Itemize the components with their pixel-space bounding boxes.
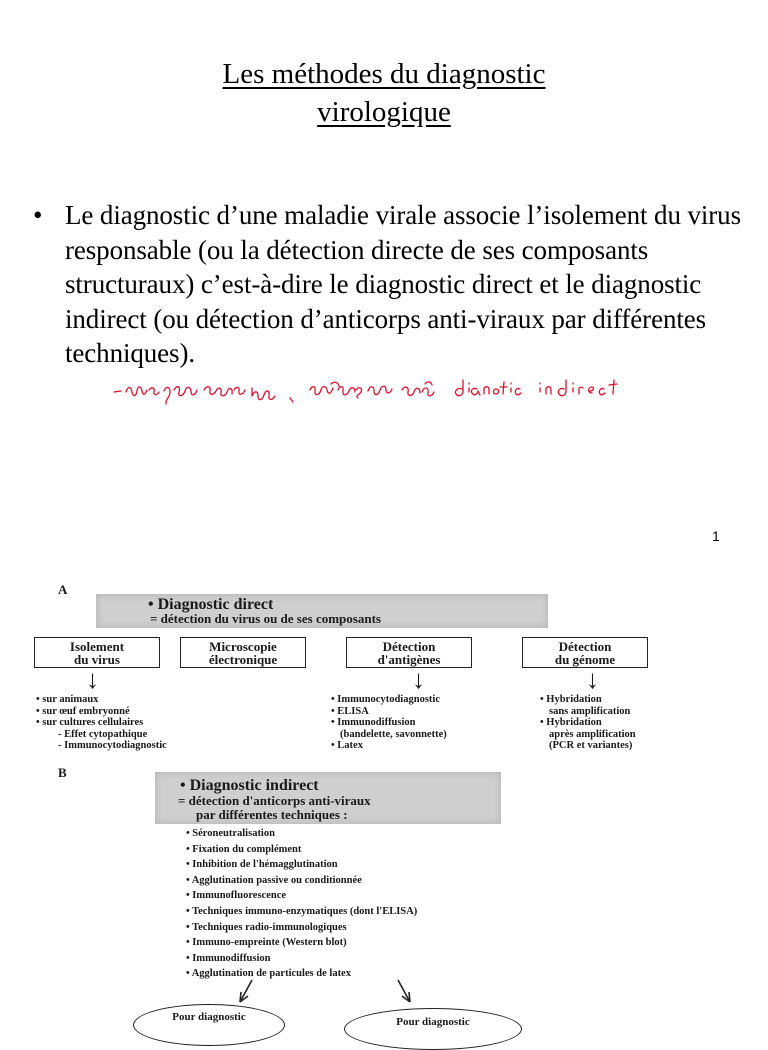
list-item: - Immunocytodiagnostic	[58, 740, 167, 751]
list-item: - Effet cytopathique	[58, 728, 148, 740]
outcome-right-ellipse	[344, 1008, 522, 1050]
scanned-diagram	[0, 572, 768, 1028]
box-genome-line1: Détection	[558, 638, 612, 654]
section-a-letter: A	[58, 582, 68, 597]
list-techniques	[186, 826, 417, 982]
list-item: • Agglutination de particules de latex	[186, 968, 351, 980]
outcome-left-label: Pour diagnostic	[172, 1011, 246, 1023]
list-item: • Agglutination passive ou conditionnée	[186, 874, 362, 886]
box-antigenes	[346, 637, 472, 668]
box-isolement	[34, 637, 160, 668]
list-item: • Immunofluorescence	[186, 890, 287, 902]
list-antigenes	[331, 694, 447, 752]
list-item: • Hybridation	[540, 694, 602, 705]
direct-subtitle: = détection du virus ou de ses composants	[150, 611, 381, 626]
direct-title: • Diagnostic direct	[148, 596, 274, 613]
list-item: • Latex	[331, 740, 363, 751]
box-genome-line2: du génome	[554, 651, 616, 667]
list-item: • Immunocytodiagnostic	[331, 694, 440, 705]
list-item: (PCR et variantes)	[549, 740, 633, 751]
indirect-title: • Diagnostic indirect	[180, 777, 319, 794]
bullet-paragraph	[33, 198, 763, 371]
slide-title	[0, 55, 768, 131]
list-genome	[540, 694, 636, 752]
paragraph-text: Le diagnostic d’une maladie virale associe l’isolement du virus responsable (ou la détection directe de ses composants structuraux) c’est-à-dire le diagnostic direct et le diagnostic indirect (ou détection d’anticorps anti-viraux par différentes techniques).	[65, 200, 741, 368]
list-item: • Techniques immuno-enzymatiques (dont l'ELISA)	[186, 905, 418, 917]
list-item: • Immunodiffusion	[186, 952, 271, 964]
list-item: • Immuno-empreinte (Western blot)	[186, 937, 347, 949]
list-item: • Hybridation	[540, 717, 602, 728]
outcome-right-label: Pour diagnostic	[396, 1016, 470, 1028]
box-genome	[522, 637, 648, 668]
list-item: • Techniques radio-immunologiques	[186, 921, 347, 933]
list-item: • sur animaux	[36, 694, 99, 705]
box-antigenes-line1: Détection	[382, 638, 436, 654]
list-item: (bandelette, savonnette)	[340, 728, 447, 740]
outcome-left-ellipse	[133, 1004, 285, 1046]
list-item: • ELISA	[331, 705, 369, 717]
box-microscopie	[180, 637, 306, 668]
box-isolement-line2: du virus	[74, 651, 120, 667]
bullet-dot: •	[33, 200, 43, 230]
box-microscopie-line2: électronique	[208, 651, 278, 667]
indirect-subtitle-2: par différentes techniques :	[196, 807, 348, 822]
box-antigenes-line2: d'antigènes	[377, 651, 441, 667]
list-item: • sur cultures cellulaires	[36, 717, 144, 728]
arrow-down-icon: ↓	[412, 665, 425, 694]
arrow-down-icon: ↓	[86, 665, 99, 694]
indirect-subtitle-1: = détection d'anticorps anti-viraux	[178, 793, 371, 808]
handwritten-annotation	[112, 370, 672, 410]
list-item: • Immunodiffusion	[331, 717, 416, 728]
page-number: 1	[712, 528, 720, 544]
list-item: après amplification	[549, 728, 636, 740]
arrow-down-icon: ↓	[586, 665, 599, 694]
section-b-letter: B	[58, 765, 67, 780]
box-isolement-line1: Isolement	[69, 638, 125, 654]
title-line-1: Les méthodes du diagnostic	[222, 58, 546, 90]
list-item: • Fixation du complément	[186, 843, 302, 855]
list-item: sans amplification	[549, 705, 631, 717]
list-isolement	[36, 694, 167, 752]
list-item: • sur œuf embryonné	[36, 705, 130, 717]
list-item: • Inhibition de l'hémagglutination	[186, 859, 338, 871]
list-item: • Séroneutralisation	[186, 828, 275, 839]
title-line-2: virologique	[317, 96, 451, 128]
box-microscopie-line1: Microscopie	[209, 638, 277, 654]
diagonal-arrows	[230, 978, 430, 1010]
